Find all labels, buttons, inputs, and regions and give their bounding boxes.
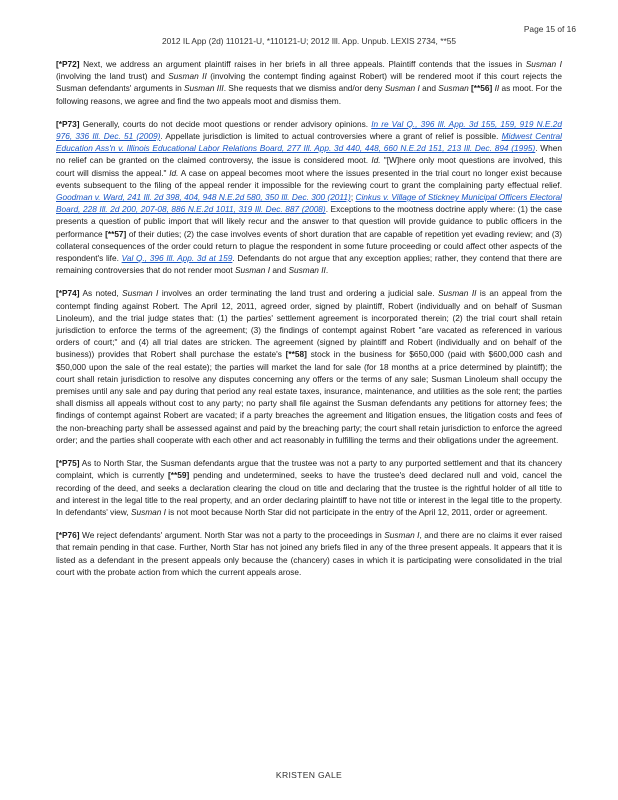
paragraph-text: . Defendants do not argue that any exception applies; rather, they contend that there are remaining controversies that do not render moot — [56, 253, 562, 276]
case-citation-link[interactable]: Val Q., 396 Ill. App. 3d at 159 — [121, 253, 233, 264]
paragraph-text: is an appeal from the contempt finding against Robert. The April 12, 2011, agreed order, signed by plaintiff, Robert (individually and on behalf of Susman Linoleum), and the trial judge states that: (1) the parties' settlement agreement is incorporated therein; (2) the trial court shall retain jurisdiction to enforce the terms of the agreement; (3) the findings of contempt against Robert "are vacated as referenced in various orders of court;" and (4) all trial dates are stricken. The agreement (signed by plaintiff and Robert (individually and on behalf of the business)) provides that Robert shall purchase the estate's — [56, 288, 562, 360]
paragraph-text: , and there are no claims it ever raised that remain pending in that case. Further, North Star has not joined any briefs filed in any of the three present appeals. It appears that it is listed as a defendant in the present appeals only because the (chancery) cases in which it is participating were consolidated in the trial court with the probate action from which the current appeals arose. — [56, 530, 562, 577]
paragraph-p76 — [56, 529, 562, 578]
paragraph-text: as moot. For the following reasons, we agree and find the two appeals moot and dismiss them. — [56, 83, 562, 106]
paragraph-text: As noted, — [79, 288, 123, 299]
page-reference: [**57] — [105, 228, 127, 239]
paragraph-p73 — [56, 118, 562, 277]
paragraph-text: . She requests that we dismiss and/or deny — [223, 83, 385, 94]
paragraph-label: [*P76] — [56, 530, 80, 541]
case-name-italic: Susman — [438, 83, 469, 94]
paragraph-label: [*P72] — [56, 59, 80, 69]
paragraph-text: (involving the contempt finding against Robert) will be rendered moot if this court rejects the Susman defendants' arguments in — [56, 71, 562, 94]
case-name-italic: Susman I — [384, 83, 420, 94]
paragraph-text: Next, we address an argument plaintiff raises in her briefs in all three appeals. Plaintiff contends that the issues in — [79, 59, 526, 69]
case-name-italic: Susman I — [130, 506, 166, 517]
opinion-body — [56, 58, 562, 589]
paragraph-label: [*P73] — [56, 118, 80, 129]
paragraph-label: [*P75] — [56, 458, 80, 469]
case-name-italic: Susman I — [525, 59, 562, 69]
paragraph-p74 — [56, 287, 562, 446]
case-citation-link[interactable]: Cinkus v. Village of Stickney Municipal Officers Electoral Board, 228 Ill. 2d 200, 207-08, 886 N.E.2d 1011, 319 Ill. Dec. 887 (2008) — [56, 192, 562, 215]
paragraph-text: . When no relief can be granted on the claimed controversy, the issue is considered moot. — [56, 143, 562, 166]
case-name-italic: Susman II — [168, 71, 207, 82]
paragraph-text: . Appellate jurisdiction is limited to actual controversies where a grant of relief is possible. — [160, 131, 502, 142]
case-citation-link[interactable]: In re Val Q., 396 Ill. App. 3d 155, 159, 919 N.E.2d 976, 336 Ill. Dec. 51 (2009) — [56, 118, 562, 142]
case-citation-link[interactable]: Goodman v. Ward, 241 Ill. 2d 398, 404, 948 N.E.2d 580, 350 Ill. Dec. 300 (2011) — [56, 192, 351, 203]
case-name-italic: Susman II — [288, 265, 326, 276]
paragraph-text: (involving the land trust) and — [56, 71, 169, 82]
case-name-italic: Susman I — [122, 288, 159, 299]
case-name-italic: Id. — [169, 167, 179, 178]
page-reference: [**58] — [285, 349, 307, 360]
page-number: Page 15 of 16 — [523, 24, 576, 34]
case-citation-link[interactable]: Midwest Central Education Ass'n v. Illinois Educational Labor Relations Board, 277 Ill. App. 3d 440, 448, 660 N.E.2d 151, 213 Ill. Dec. 894 (1995) — [56, 131, 562, 154]
page-reference: [**56] — [471, 83, 493, 94]
paragraph-text: A case on appeal becomes moot where the issues presented in the trial court no longer exist because events subsequent to the filing of the appeal render it impossible for the reviewing court to grant the complaining party effectual relief. — [56, 167, 562, 190]
paragraph-text: of their duties; (2) the case involves events of short duration that are capable of repetition yet evading review; and (3) collateral consequences of the order could return to plague the respondent in some future proceeding or could affect other aspects of the respondent's life. — [56, 228, 562, 264]
paragraph-text: As to North Star, the Susman defendants argue that the trustee was not a party to any purported settlement and that its chancery complaint, which is currently — [56, 458, 562, 481]
paragraph-text: involves an order terminating the land trust and ordering a judicial sale. — [158, 288, 438, 299]
citation-header: 2012 IL App (2d) 110121-U, *110121-U; 2012 Ill. App. Unpub. LEXIS 2734, **55 — [161, 36, 457, 46]
case-name-italic: II — [494, 83, 500, 94]
paragraph-text: and — [419, 83, 439, 94]
paragraph-label: [*P74] — [56, 288, 80, 299]
paragraph-text: Generally, courts do not decide moot questions or render advisory opinions. — [79, 118, 372, 129]
case-name-italic: Susman II — [437, 288, 477, 299]
paragraph-p75 — [56, 457, 562, 518]
footer-author-name: KRISTEN GALE — [275, 770, 343, 780]
case-name-italic: Susman I — [384, 530, 420, 541]
paragraph-text: is not moot because North Star did not participate in the entry of the April 12, 2011, order or agreement. — [166, 506, 548, 517]
case-name-italic: Id. — [371, 155, 381, 166]
paragraph-text: pending and undetermined, seeks to have the trustee's deed declared null and void, cancel the recording of the deed, and seeks a declaration clearing the cloud on title and declaring that the trustee is the rightful holder of all title to and interest in the legal title to the real property, and an order declaring plaintiff to have not title or interest in the legal title to the property. In defendants' view, — [56, 470, 562, 517]
paragraph-text: stock in the business for $650,000 (paid with $600,000 cash and $50,000 upon the sale of the real estate); the parties will market the land for sale (for 18 months at a price determined by plaintiff); the court shall retain jurisdiction to resolve any disputes concerning any offers or the terms of any sale; Susman Linoleum shall occupy the premises until any sale and pay during that period any real estate taxes, insurance, maintenance, and utilities as the sole rent; the parties shall dismiss all appeals without cost to any party; no party shall file against the Susman defendants any petitions for attorney fees; the findings of contempt against Robert are vacated; if a party breaches the agreement and litigation ensues, the litigation costs and fees of the non-breaching party shall be assessed against and paid by the breaching party; the court shall retain jurisdiction to enforce the agreed order; and the parties shall cooperate with each other and act reasonably in fulfilling the terms and their obligations under the agreement. — [56, 349, 562, 445]
paragraph-text: . Exceptions to the mootness doctrine apply where: (1) the case presents a question of public import that will likely recur and the answer to that question will provide guidance to public officers in the performance — [56, 204, 562, 239]
paragraph-text: We reject defendants' argument. North Star was not a party to the proceedings in — [79, 530, 385, 541]
page-reference: [**59] — [168, 470, 190, 481]
paragraph-text: and — [270, 265, 289, 276]
case-name-italic: Susman III — [184, 83, 224, 94]
case-name-italic: Susman I — [234, 265, 271, 276]
paragraph-text: . — [325, 265, 329, 276]
paragraph-p72 — [56, 58, 562, 107]
paragraph-text: ; — [350, 192, 356, 203]
paragraph-text: "[W]here only moot questions are involved, this court will dismiss the appeal." — [56, 155, 562, 178]
